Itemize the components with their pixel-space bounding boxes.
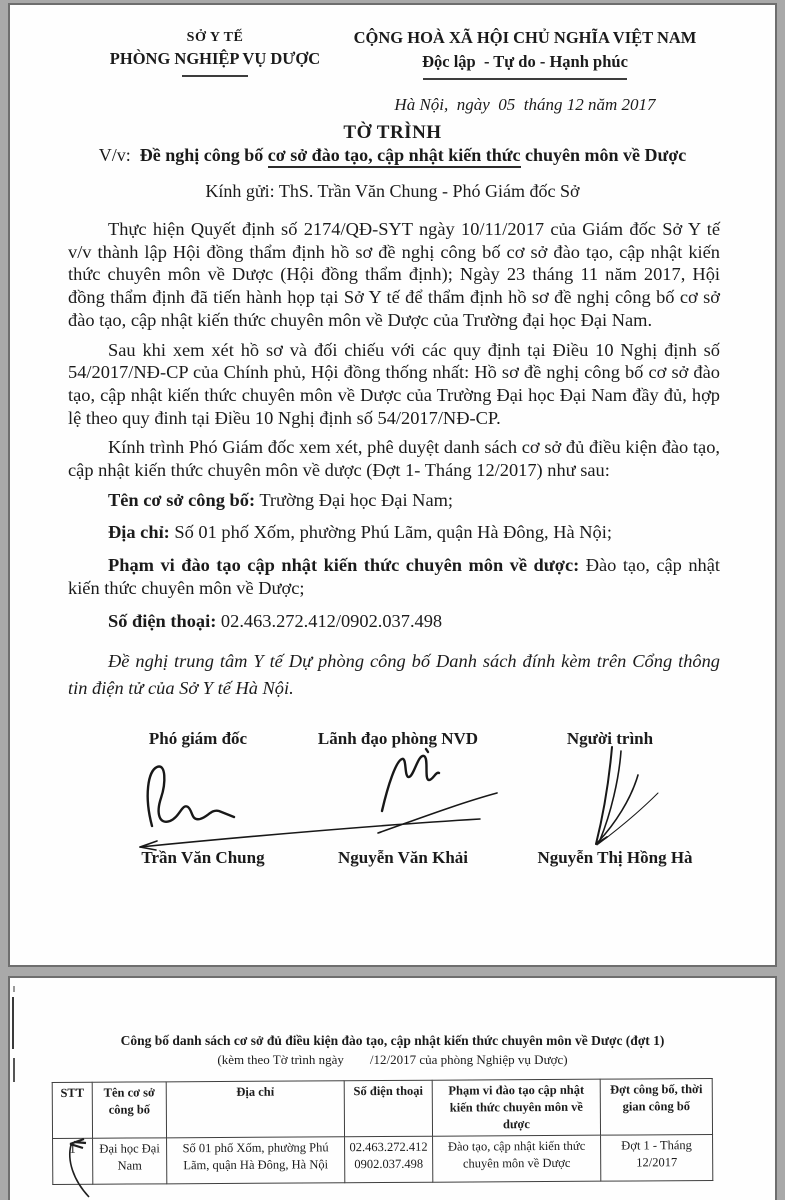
col-header-scope: Phạm vi đào tạo cập nhật kiến thức chuyên môn về dược xyxy=(432,1079,600,1136)
salutation-line: Kính gửi: ThS. Trần Văn Chung - Phó Giám đốc Sở xyxy=(205,181,580,201)
document-title: TỜ TRÌNH xyxy=(343,122,442,143)
col-header-batch: Đợt công bố, thời gian công bố xyxy=(600,1078,712,1134)
header-right-rule xyxy=(423,78,627,80)
header-left-rule xyxy=(182,75,248,77)
announcement-title: Công bố danh sách cơ sở đủ điều kiện đào tạo, cập nhật kiến thức chuyên môn về Dược (đợt 1) xyxy=(120,1033,665,1048)
field-training-scope xyxy=(68,554,720,599)
field-label: Tên cơ sở công bố: xyxy=(108,489,256,510)
col-header-stt: STT xyxy=(52,1082,92,1138)
field-label: Phạm vi đào tạo cập nhật kiến thức chuyên môn về dược: xyxy=(108,555,580,576)
field-label: Địa chỉ: xyxy=(108,522,170,543)
table-header-row xyxy=(52,1078,712,1138)
signer-name: Nguyễn Văn Khải xyxy=(337,848,469,867)
field-address xyxy=(68,521,720,544)
announcement-table xyxy=(52,1078,714,1185)
announcement-subtitle: (kèm theo Tờ trình ngày /12/2017 của phòng Nghiệp vụ Dược) xyxy=(217,1052,568,1067)
cell-stt: 1 xyxy=(53,1138,93,1184)
country-title: CỘNG HOÀ XÃ HỘI CHỦ NGHĨA VIỆT NAM xyxy=(353,28,697,47)
col-header-phone: Số điện thoại xyxy=(344,1080,432,1136)
handwritten-signatures xyxy=(60,741,720,853)
field-value: Trường Đại học Đại Nam; xyxy=(255,489,454,510)
cell-address: Số 01 phố Xốm, phường Phú Lãm, quận Hà Đông, Hà Nội xyxy=(167,1136,345,1183)
national-motto-block xyxy=(325,27,725,80)
issuing-office-block xyxy=(105,29,325,77)
table-row xyxy=(53,1134,713,1184)
paragraph: Thực hiện Quyết định số 2174/QĐ-SYT ngày 10/11/2017 của Giám đốc Sở Y tế v/v thành lập Hội đồng thẩm định hồ sơ đề nghị công bố cơ sở đào tạo, cập nhật kiến thức chuyên môn về Dược (Hội đồng thẩm định); Ngày 23 tháng 11 năm 2017, Hội đồng thẩm định đã tiến hành họp tại Sở Y tế để thẩm định hồ sơ đề nghị công bố cơ sở đào tạo, cập nhật kiến thức chuyên môn về Dược của Trường đại học Đại Nam. xyxy=(68,219,720,330)
col-header-address: Địa chỉ xyxy=(166,1081,344,1138)
paragraph: Kính trình Phó Giám đốc xem xét, phê duyệt danh sách cơ sở đủ điều kiện đào tạo, cập nhật kiến thức chuyên môn về dược (Đợt 1- Tháng 12/2017) như sau: xyxy=(68,437,720,481)
cell-batch: Đợt 1 - Tháng 12/2017 xyxy=(601,1134,713,1181)
subject-line xyxy=(10,145,775,166)
field-facility-name xyxy=(68,489,720,512)
signature-role-division-head: Lãnh đạo phòng NVD xyxy=(317,729,479,748)
facility-fields xyxy=(68,489,720,633)
cell-name: Đại học Đại Nam xyxy=(93,1137,167,1183)
office-department: PHÒNG NGHIỆP VỤ DƯỢC xyxy=(109,48,321,68)
signer-name: Nguyễn Thị Hồng Hà xyxy=(537,848,693,867)
signature-role-presenter: Người trình xyxy=(566,729,654,748)
scanned-page-2 xyxy=(8,976,777,1200)
field-value: 02.463.272.412/0902.037.498 xyxy=(216,610,443,631)
field-phone xyxy=(68,610,720,633)
col-header-name: Tên cơ sở công bố xyxy=(92,1082,166,1138)
subject-bold-after: chuyên môn về Dược xyxy=(520,145,687,165)
pen-arrow-annotation xyxy=(50,1134,120,1200)
scan-artifact xyxy=(13,986,15,992)
cell-scope: Đào tạo, cập nhật kiến thức chuyên môn về Dược xyxy=(433,1135,601,1182)
subject-prefix: V/v: xyxy=(98,145,140,165)
paragraph: Sau khi xem xét hồ sơ và đối chiếu với các quy định tại Điều 10 Nghị định số 54/2017/NĐ-CP của Chính phủ, Hội đồng thống nhất: Hồ sơ đề nghị công bố cơ sở đào tạo, cập nhật kiến thức chuyên môn về Dược của Trường Đại học Đại Nam đầy đủ, hợp lệ theo quy đinh tại Điều 10 Nghị định số 54/2017/NĐ-CP. xyxy=(68,339,720,428)
document-body xyxy=(68,218,720,709)
signature-role-deputy-director: Phó giám đốc xyxy=(148,729,248,748)
office-parent: SỞ Y TẾ xyxy=(186,30,244,45)
scanned-page-1 xyxy=(8,3,777,967)
signer-name: Trần Văn Chung xyxy=(141,848,265,867)
field-value: Đào tạo, cập nhật kiến thức chuyên môn về Dược; xyxy=(68,555,721,598)
motto: Độc lập - Tự do - Hạnh phúc xyxy=(422,52,628,72)
signature-nguyen-van-khai xyxy=(378,749,497,833)
field-label: Số điện thoại: xyxy=(108,610,217,631)
date-line: Hà Nội, ngày 05 tháng 12 năm 2017 xyxy=(394,95,656,114)
cell-phone: 02.463.272.412 0902.037.498 xyxy=(345,1136,433,1183)
field-value: Số 01 phố Xốm, phường Phú Lãm, quận Hà Đông, Hà Nội; xyxy=(169,522,612,543)
italic-note: Đề nghị trung tâm Y tế Dự phòng công bố Danh sách đính kèm trên Cổng thông tin điện tử của Sở Y tế Hà Nội. xyxy=(68,651,720,699)
subject-bold-before: Đề nghị công bố xyxy=(139,145,268,165)
signature-nguyen-thi-hong-ha xyxy=(596,747,658,845)
subject-underlined: cơ sở đào tạo, cập nhật kiến thức xyxy=(268,145,521,168)
